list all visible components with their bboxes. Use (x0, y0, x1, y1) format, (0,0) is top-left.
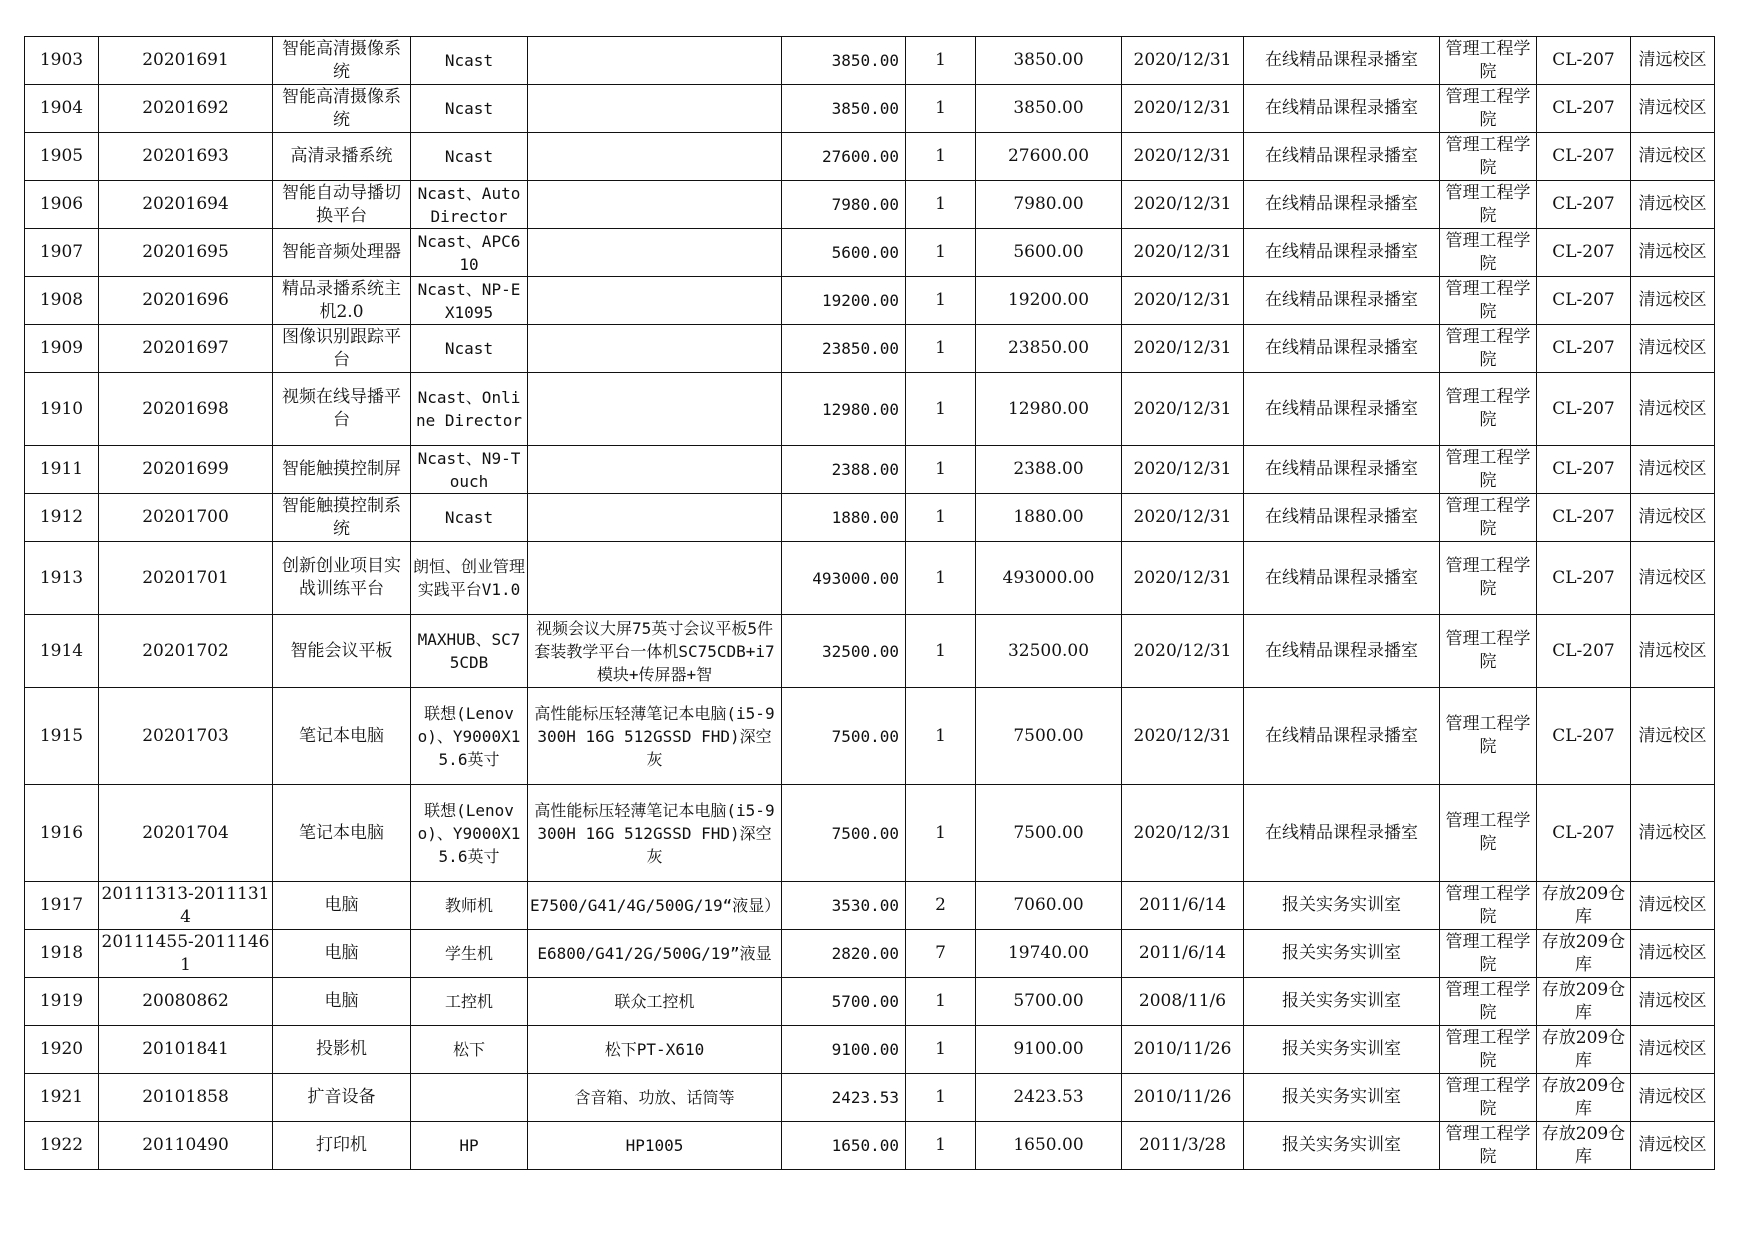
cell-unit-price: 1880.00 (782, 494, 906, 542)
cell-room: CL-207 (1537, 85, 1631, 133)
cell-unit-price: 7980.00 (782, 181, 906, 229)
cell-campus: 清远校区 (1631, 882, 1715, 930)
cell-room: 存放209仓库 (1537, 1026, 1631, 1074)
cell-room: 存放209仓库 (1537, 1074, 1631, 1122)
cell-unit-price: 3850.00 (782, 37, 906, 85)
table-row (25, 85, 1715, 133)
cell-department: 管理工程学院 (1440, 978, 1537, 1026)
cell-campus: 清远校区 (1631, 1074, 1715, 1122)
cell-amount: 493000.00 (976, 542, 1122, 615)
cell-amount: 1880.00 (976, 494, 1122, 542)
cell-unit-price: 1650.00 (782, 1122, 906, 1170)
cell-seq: 1912 (25, 494, 99, 542)
cell-department: 管理工程学院 (1440, 37, 1537, 85)
cell-brand: Ncast (411, 133, 528, 181)
cell-unit-price: 7500.00 (782, 785, 906, 882)
cell-campus: 清远校区 (1631, 494, 1715, 542)
cell-campus: 清远校区 (1631, 37, 1715, 85)
cell-asset-no: 20201702 (99, 615, 273, 688)
cell-qty: 1 (906, 37, 976, 85)
table-row (25, 1074, 1715, 1122)
table-row (25, 133, 1715, 181)
cell-unit-price: 3850.00 (782, 85, 906, 133)
cell-room: CL-207 (1537, 688, 1631, 785)
cell-amount: 3850.00 (976, 85, 1122, 133)
cell-amount: 32500.00 (976, 615, 1122, 688)
cell-amount: 12980.00 (976, 373, 1122, 446)
cell-qty: 1 (906, 1074, 976, 1122)
cell-room: CL-207 (1537, 229, 1631, 277)
cell-amount: 1650.00 (976, 1122, 1122, 1170)
cell-name: 创新创业项目实战训练平台 (273, 542, 411, 615)
cell-brand: 联想(Lenovo)、Y9000X15.6英寸 (411, 688, 528, 785)
cell-asset-no: 20201701 (99, 542, 273, 615)
cell-date: 2020/12/31 (1122, 446, 1244, 494)
cell-brand: 学生机 (411, 930, 528, 978)
cell-asset-no: 20101858 (99, 1074, 273, 1122)
cell-asset-no: 20201693 (99, 133, 273, 181)
cell-unit-price: 493000.00 (782, 542, 906, 615)
cell-department: 管理工程学院 (1440, 373, 1537, 446)
table-row (25, 1122, 1715, 1170)
cell-qty: 1 (906, 688, 976, 785)
cell-date: 2020/12/31 (1122, 325, 1244, 373)
cell-department: 管理工程学院 (1440, 133, 1537, 181)
cell-campus: 清远校区 (1631, 229, 1715, 277)
cell-seq: 1907 (25, 229, 99, 277)
table-row (25, 930, 1715, 978)
cell-amount: 2388.00 (976, 446, 1122, 494)
cell-room: CL-207 (1537, 785, 1631, 882)
cell-spec: HP1005 (528, 1122, 782, 1170)
cell-name: 智能会议平板 (273, 615, 411, 688)
cell-amount: 7060.00 (976, 882, 1122, 930)
cell-unit-price: 2820.00 (782, 930, 906, 978)
cell-brand (411, 1074, 528, 1122)
cell-qty: 1 (906, 373, 976, 446)
cell-room: 存放209仓库 (1537, 930, 1631, 978)
cell-date: 2020/12/31 (1122, 615, 1244, 688)
cell-room: CL-207 (1537, 325, 1631, 373)
cell-qty: 1 (906, 1026, 976, 1074)
cell-qty: 2 (906, 882, 976, 930)
cell-date: 2020/12/31 (1122, 37, 1244, 85)
cell-department: 管理工程学院 (1440, 930, 1537, 978)
cell-brand: Ncast (411, 325, 528, 373)
cell-location: 在线精品课程录播室 (1244, 542, 1440, 615)
cell-asset-no: 20080862 (99, 978, 273, 1026)
cell-room: 存放209仓库 (1537, 978, 1631, 1026)
cell-location: 在线精品课程录播室 (1244, 688, 1440, 785)
cell-department: 管理工程学院 (1440, 1122, 1537, 1170)
cell-name: 智能高清摄像系统 (273, 85, 411, 133)
cell-name: 扩音设备 (273, 1074, 411, 1122)
cell-spec: 含音箱、功放、话筒等 (528, 1074, 782, 1122)
cell-qty: 1 (906, 229, 976, 277)
cell-unit-price: 5700.00 (782, 978, 906, 1026)
cell-qty: 1 (906, 181, 976, 229)
cell-qty: 1 (906, 615, 976, 688)
cell-asset-no: 20111313-20111314 (99, 882, 273, 930)
cell-seq: 1917 (25, 882, 99, 930)
cell-amount: 19200.00 (976, 277, 1122, 325)
cell-department: 管理工程学院 (1440, 494, 1537, 542)
cell-date: 2020/12/31 (1122, 494, 1244, 542)
cell-name: 投影机 (273, 1026, 411, 1074)
cell-brand: MAXHUB、SC75CDB (411, 615, 528, 688)
cell-department: 管理工程学院 (1440, 785, 1537, 882)
cell-brand: Ncast、APC610 (411, 229, 528, 277)
cell-asset-no: 20201699 (99, 446, 273, 494)
cell-spec (528, 446, 782, 494)
cell-seq: 1922 (25, 1122, 99, 1170)
cell-seq: 1918 (25, 930, 99, 978)
cell-qty: 1 (906, 133, 976, 181)
cell-brand: Ncast、NP-EX1095 (411, 277, 528, 325)
cell-name: 电脑 (273, 930, 411, 978)
cell-date: 2011/6/14 (1122, 882, 1244, 930)
cell-department: 管理工程学院 (1440, 277, 1537, 325)
cell-unit-price: 5600.00 (782, 229, 906, 277)
cell-seq: 1920 (25, 1026, 99, 1074)
table-row (25, 615, 1715, 688)
cell-date: 2020/12/31 (1122, 785, 1244, 882)
cell-brand: Ncast (411, 494, 528, 542)
cell-amount: 19740.00 (976, 930, 1122, 978)
cell-amount: 7500.00 (976, 688, 1122, 785)
cell-name: 智能高清摄像系统 (273, 37, 411, 85)
cell-asset-no: 20111455-20111461 (99, 930, 273, 978)
cell-campus: 清远校区 (1631, 181, 1715, 229)
cell-department: 管理工程学院 (1440, 1074, 1537, 1122)
cell-name: 智能自动导播切换平台 (273, 181, 411, 229)
table-row (25, 325, 1715, 373)
cell-spec: 高性能标压轻薄笔记本电脑(i5-9300H 16G 512GSSD FHD)深空灰 (528, 688, 782, 785)
cell-campus: 清远校区 (1631, 785, 1715, 882)
cell-campus: 清远校区 (1631, 373, 1715, 446)
cell-date: 2020/12/31 (1122, 542, 1244, 615)
cell-campus: 清远校区 (1631, 688, 1715, 785)
table-row (25, 978, 1715, 1026)
cell-brand: 朗恒、创业管理实践平台V1.0 (411, 542, 528, 615)
table-row (25, 229, 1715, 277)
cell-asset-no: 20201695 (99, 229, 273, 277)
cell-amount: 9100.00 (976, 1026, 1122, 1074)
cell-date: 2020/12/31 (1122, 181, 1244, 229)
cell-seq: 1905 (25, 133, 99, 181)
cell-location: 报关实务实训室 (1244, 882, 1440, 930)
cell-location: 报关实务实训室 (1244, 1122, 1440, 1170)
cell-name: 智能触摸控制屏 (273, 446, 411, 494)
cell-amount: 5600.00 (976, 229, 1122, 277)
cell-name: 智能音频处理器 (273, 229, 411, 277)
cell-room: CL-207 (1537, 542, 1631, 615)
cell-location: 报关实务实训室 (1244, 1026, 1440, 1074)
cell-spec (528, 277, 782, 325)
cell-amount: 7980.00 (976, 181, 1122, 229)
cell-brand: Ncast (411, 85, 528, 133)
cell-campus: 清远校区 (1631, 325, 1715, 373)
table-row (25, 688, 1715, 785)
cell-date: 2020/12/31 (1122, 373, 1244, 446)
cell-seq: 1906 (25, 181, 99, 229)
cell-brand: Ncast、Auto Director (411, 181, 528, 229)
cell-campus: 清远校区 (1631, 446, 1715, 494)
cell-location: 在线精品课程录播室 (1244, 615, 1440, 688)
cell-campus: 清远校区 (1631, 1026, 1715, 1074)
cell-asset-no: 20201696 (99, 277, 273, 325)
cell-spec (528, 494, 782, 542)
cell-unit-price: 19200.00 (782, 277, 906, 325)
cell-name: 打印机 (273, 1122, 411, 1170)
asset-table (24, 36, 1715, 1170)
cell-seq: 1921 (25, 1074, 99, 1122)
cell-department: 管理工程学院 (1440, 1026, 1537, 1074)
cell-unit-price: 12980.00 (782, 373, 906, 446)
cell-location: 报关实务实训室 (1244, 978, 1440, 1026)
cell-unit-price: 2388.00 (782, 446, 906, 494)
cell-date: 2010/11/26 (1122, 1074, 1244, 1122)
cell-unit-price: 2423.53 (782, 1074, 906, 1122)
cell-date: 2020/12/31 (1122, 229, 1244, 277)
cell-location: 在线精品课程录播室 (1244, 373, 1440, 446)
cell-brand: Ncast (411, 37, 528, 85)
cell-location: 在线精品课程录播室 (1244, 229, 1440, 277)
cell-spec (528, 37, 782, 85)
cell-location: 在线精品课程录播室 (1244, 181, 1440, 229)
cell-unit-price: 9100.00 (782, 1026, 906, 1074)
cell-date: 2020/12/31 (1122, 688, 1244, 785)
cell-date: 2011/3/28 (1122, 1122, 1244, 1170)
cell-name: 智能触摸控制系统 (273, 494, 411, 542)
cell-room: 存放209仓库 (1537, 882, 1631, 930)
cell-location: 报关实务实训室 (1244, 1074, 1440, 1122)
cell-room: CL-207 (1537, 373, 1631, 446)
cell-spec (528, 373, 782, 446)
table-row (25, 494, 1715, 542)
cell-campus: 清远校区 (1631, 1122, 1715, 1170)
cell-qty: 1 (906, 277, 976, 325)
cell-asset-no: 20201691 (99, 37, 273, 85)
cell-department: 管理工程学院 (1440, 181, 1537, 229)
cell-asset-no: 20201700 (99, 494, 273, 542)
cell-room: CL-207 (1537, 181, 1631, 229)
cell-department: 管理工程学院 (1440, 85, 1537, 133)
cell-amount: 2423.53 (976, 1074, 1122, 1122)
cell-campus: 清远校区 (1631, 85, 1715, 133)
cell-qty: 1 (906, 325, 976, 373)
cell-seq: 1904 (25, 85, 99, 133)
cell-room: CL-207 (1537, 615, 1631, 688)
cell-qty: 1 (906, 978, 976, 1026)
cell-location: 在线精品课程录播室 (1244, 277, 1440, 325)
cell-location: 在线精品课程录播室 (1244, 85, 1440, 133)
cell-location: 在线精品课程录播室 (1244, 133, 1440, 181)
cell-department: 管理工程学院 (1440, 688, 1537, 785)
cell-campus: 清远校区 (1631, 133, 1715, 181)
cell-qty: 1 (906, 85, 976, 133)
cell-asset-no: 20201694 (99, 181, 273, 229)
cell-qty: 1 (906, 542, 976, 615)
cell-qty: 1 (906, 494, 976, 542)
cell-location: 在线精品课程录播室 (1244, 494, 1440, 542)
cell-spec (528, 542, 782, 615)
table-row (25, 1026, 1715, 1074)
cell-spec: 视频会议大屏75英寸会议平板5件套装教学平台一体机SC75CDB+i7模块+传屏器+智 (528, 615, 782, 688)
cell-department: 管理工程学院 (1440, 446, 1537, 494)
cell-asset-no: 20110490 (99, 1122, 273, 1170)
cell-campus: 清远校区 (1631, 615, 1715, 688)
cell-location: 报关实务实训室 (1244, 930, 1440, 978)
cell-asset-no: 20201697 (99, 325, 273, 373)
table-row (25, 882, 1715, 930)
cell-name: 电脑 (273, 978, 411, 1026)
table-row (25, 37, 1715, 85)
cell-name: 笔记本电脑 (273, 785, 411, 882)
cell-location: 在线精品课程录播室 (1244, 325, 1440, 373)
cell-seq: 1915 (25, 688, 99, 785)
cell-brand: Ncast、N9-Touch (411, 446, 528, 494)
table-row (25, 785, 1715, 882)
cell-campus: 清远校区 (1631, 978, 1715, 1026)
cell-qty: 1 (906, 785, 976, 882)
cell-date: 2020/12/31 (1122, 85, 1244, 133)
cell-campus: 清远校区 (1631, 277, 1715, 325)
cell-unit-price: 32500.00 (782, 615, 906, 688)
cell-seq: 1916 (25, 785, 99, 882)
cell-brand: 联想(Lenovo)、Y9000X15.6英寸 (411, 785, 528, 882)
cell-spec (528, 85, 782, 133)
cell-brand: 教师机 (411, 882, 528, 930)
cell-name: 精品录播系统主机2.0 (273, 277, 411, 325)
cell-location: 在线精品课程录播室 (1244, 446, 1440, 494)
cell-spec (528, 229, 782, 277)
cell-brand: 松下 (411, 1026, 528, 1074)
cell-qty: 7 (906, 930, 976, 978)
table-row (25, 373, 1715, 446)
cell-spec: 联众工控机 (528, 978, 782, 1026)
cell-seq: 1913 (25, 542, 99, 615)
cell-unit-price: 7500.00 (782, 688, 906, 785)
cell-amount: 5700.00 (976, 978, 1122, 1026)
table-row (25, 446, 1715, 494)
cell-asset-no: 20101841 (99, 1026, 273, 1074)
cell-spec (528, 181, 782, 229)
cell-amount: 23850.00 (976, 325, 1122, 373)
cell-unit-price: 23850.00 (782, 325, 906, 373)
cell-asset-no: 20201704 (99, 785, 273, 882)
cell-seq: 1910 (25, 373, 99, 446)
cell-seq: 1914 (25, 615, 99, 688)
cell-room: 存放209仓库 (1537, 1122, 1631, 1170)
cell-asset-no: 20201698 (99, 373, 273, 446)
cell-name: 电脑 (273, 882, 411, 930)
cell-department: 管理工程学院 (1440, 882, 1537, 930)
cell-room: CL-207 (1537, 37, 1631, 85)
cell-room: CL-207 (1537, 277, 1631, 325)
cell-date: 2020/12/31 (1122, 133, 1244, 181)
cell-seq: 1909 (25, 325, 99, 373)
cell-date: 2010/11/26 (1122, 1026, 1244, 1074)
cell-date: 2020/12/31 (1122, 277, 1244, 325)
cell-campus: 清远校区 (1631, 930, 1715, 978)
cell-brand: Ncast、Online Director (411, 373, 528, 446)
cell-spec (528, 325, 782, 373)
cell-spec: 高性能标压轻薄笔记本电脑(i5-9300H 16G 512GSSD FHD)深空灰 (528, 785, 782, 882)
cell-name: 笔记本电脑 (273, 688, 411, 785)
cell-unit-price: 3530.00 (782, 882, 906, 930)
cell-spec: E7500/G41/4G/500G/19“液显） (528, 882, 782, 930)
cell-asset-no: 20201692 (99, 85, 273, 133)
cell-campus: 清远校区 (1631, 542, 1715, 615)
cell-name: 视频在线导播平台 (273, 373, 411, 446)
cell-spec: E6800/G41/2G/500G/19”液显 (528, 930, 782, 978)
cell-spec (528, 133, 782, 181)
cell-spec: 松下PT-X610 (528, 1026, 782, 1074)
cell-department: 管理工程学院 (1440, 325, 1537, 373)
cell-brand: HP (411, 1122, 528, 1170)
cell-department: 管理工程学院 (1440, 542, 1537, 615)
cell-amount: 27600.00 (976, 133, 1122, 181)
cell-room: CL-207 (1537, 133, 1631, 181)
cell-date: 2011/6/14 (1122, 930, 1244, 978)
cell-department: 管理工程学院 (1440, 229, 1537, 277)
cell-department: 管理工程学院 (1440, 615, 1537, 688)
cell-date: 2008/11/6 (1122, 978, 1244, 1026)
cell-seq: 1908 (25, 277, 99, 325)
cell-unit-price: 27600.00 (782, 133, 906, 181)
cell-room: CL-207 (1537, 446, 1631, 494)
table-row (25, 277, 1715, 325)
cell-name: 图像识别跟踪平台 (273, 325, 411, 373)
cell-amount: 7500.00 (976, 785, 1122, 882)
cell-qty: 1 (906, 446, 976, 494)
table-row (25, 542, 1715, 615)
cell-brand: 工控机 (411, 978, 528, 1026)
cell-seq: 1903 (25, 37, 99, 85)
cell-asset-no: 20201703 (99, 688, 273, 785)
cell-name: 高清录播系统 (273, 133, 411, 181)
cell-qty: 1 (906, 1122, 976, 1170)
cell-room: CL-207 (1537, 494, 1631, 542)
cell-location: 在线精品课程录播室 (1244, 785, 1440, 882)
cell-amount: 3850.00 (976, 37, 1122, 85)
cell-seq: 1919 (25, 978, 99, 1026)
cell-location: 在线精品课程录播室 (1244, 37, 1440, 85)
cell-seq: 1911 (25, 446, 99, 494)
table-row (25, 181, 1715, 229)
